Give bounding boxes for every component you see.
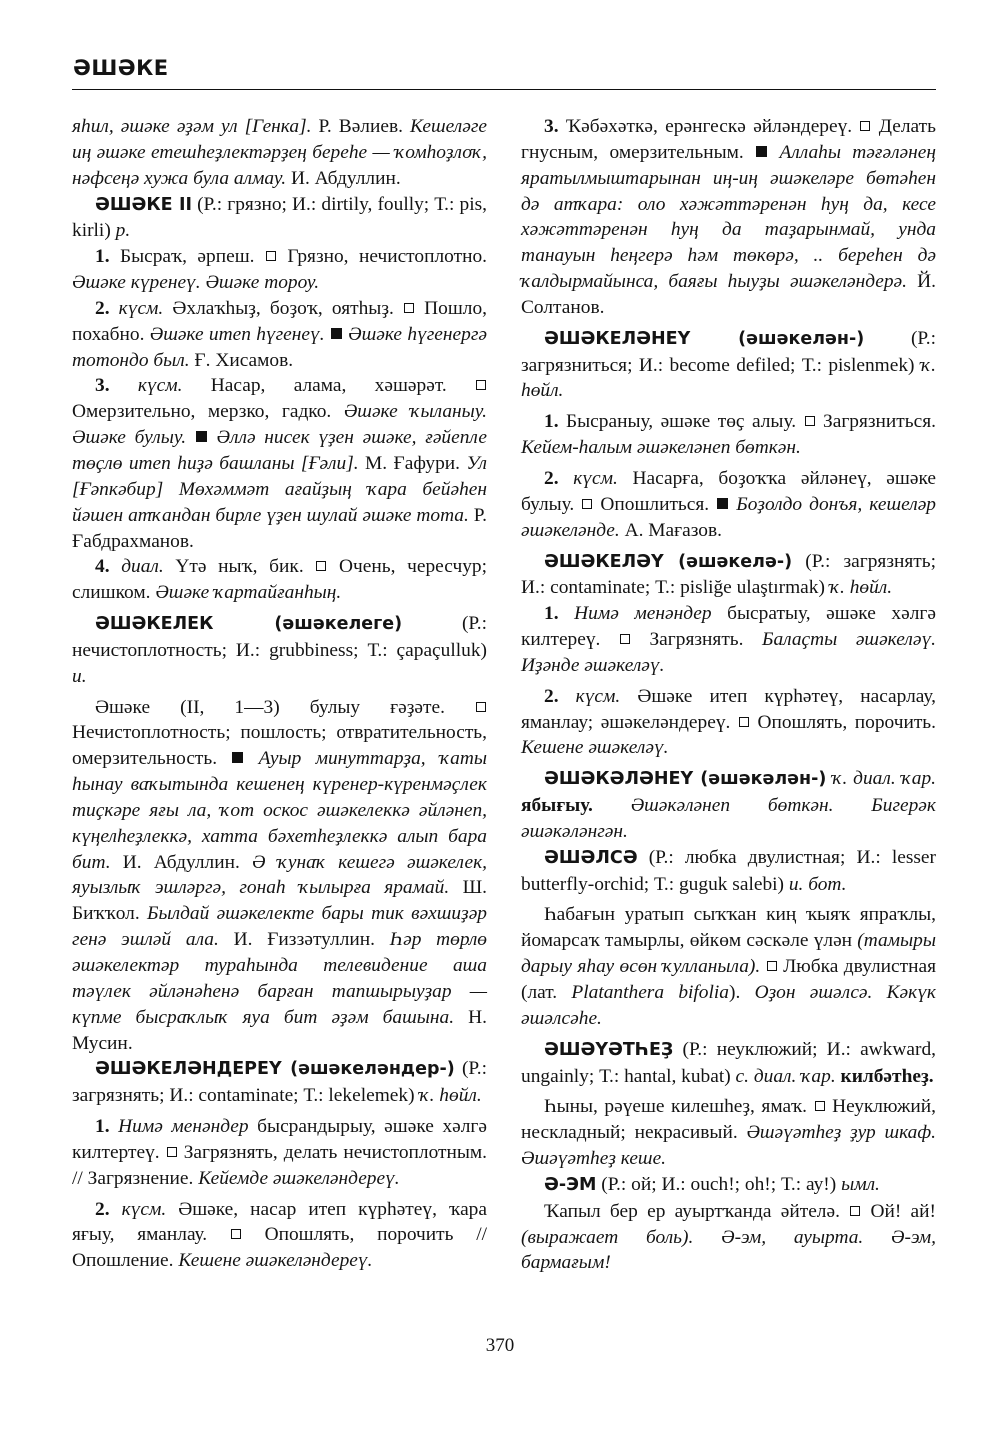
quote-source: И. Абдуллин. xyxy=(286,167,401,189)
definition: бысрандырыу, әшәке хәлгә килтертеү. xyxy=(72,1116,487,1163)
literary-example-marker-icon xyxy=(232,752,243,763)
definition: Ҡапыл бер ер ауыртҡанда әйтелә. xyxy=(544,1200,850,1222)
sense-number: 2. xyxy=(95,297,110,319)
example-quote: Ә ҡунаҡ кешегә әшәкелек, яуызлыҡ эшләргә, гонаһ ҡылырға ярамай. xyxy=(72,851,487,899)
example: Әшәке күренеү. Әшәке тороу. xyxy=(72,272,320,294)
cross-reference: килбәтһеҙ. xyxy=(840,1065,934,1087)
entry-a-em xyxy=(521,1172,936,1199)
usage-label: күсм. xyxy=(109,375,183,397)
example: Кешене әшәкеләндереү. xyxy=(178,1250,373,1272)
sense-number: 1. xyxy=(544,603,559,625)
example-quote: Аллаһы тәғәләнең яратылмыштарынан иң-иң әшәкеләре бөтәһен дә атҡара: оло хәжәттәренән һуң да, кесе хәжәттәренән һуң да таҙарынмай, унда танауын һеңгерә һәм төкөрә, .. береһен дә ҡалдырмайынса, баяғы һыуҙы әшәкеләндерә. xyxy=(521,141,936,293)
sense-number: 3. xyxy=(95,375,110,397)
sense-1 xyxy=(521,409,936,461)
usage-label: диал. xyxy=(109,556,164,578)
left-column xyxy=(72,114,487,1274)
definition: Ҡәбәхәткә, ерәнгескә әйләндереү. xyxy=(558,116,860,137)
quote-source: Ғ. Хисамов. xyxy=(189,349,294,371)
entry-ashake-2 xyxy=(72,192,487,245)
example: Кешене әшәкеләү. xyxy=(521,737,669,759)
gloss: (Р.: неуклюжий; И.: awkward, ungainly; Т.: hantal, kubat) xyxy=(521,1038,936,1087)
definition: Әшәке итеп күрһәтеү, насарлау, яманлау; әшәкеләндереү. xyxy=(521,685,936,733)
example-quote: Ул [Ғәпкәбир] Мөхәммәт ағайҙың ҡара бейәһен йәшен атҡандан бирле үҙен шулай әшәке тота. xyxy=(72,452,487,526)
part-of-speech: и. xyxy=(72,665,87,687)
definition: Үтә ныҡ, бик. xyxy=(163,556,316,578)
quote-source: М. Ғафури. xyxy=(358,452,467,474)
latin-name: Platanthera bifolia xyxy=(571,982,729,1003)
headword: ӘШӘҮӘТҺЕҘ xyxy=(544,1039,674,1060)
literary-example-marker-icon xyxy=(756,146,767,157)
translation-marker-icon xyxy=(767,961,777,971)
example: Әшәке ҡыланыу. Әшәке булыу. xyxy=(72,401,487,449)
translation-marker-icon xyxy=(266,251,276,261)
example: Кейем-һалым әшәкеләнеп бөткән. xyxy=(521,437,801,459)
translation-marker-icon xyxy=(404,303,414,313)
example: Балаҫты әшәкеләү. Иҙәнде әшәкеләү. xyxy=(521,629,936,676)
usage-label: күсм. xyxy=(558,467,618,489)
russian-translation: Любка двулистная (лат. xyxy=(521,956,936,1003)
definition: бысратыу, әшәке хәлгә килтереү. xyxy=(521,603,936,651)
example: Әшәкәләнеп бөткән. Бигерәк әшәкәләнгән. xyxy=(521,795,936,842)
inflected-form: (әшәкеләндер-) xyxy=(281,1059,455,1080)
gloss: (Р.: загрязнять; И.: contaminate; Т.: lekelemek) xyxy=(72,1058,487,1107)
sense-2 xyxy=(521,466,936,544)
usage-label: күсм. xyxy=(109,1198,167,1220)
translation-marker-icon xyxy=(476,702,486,712)
example-quote: Боҙолдо донъя, кешеләр әшәкеләнде. xyxy=(521,493,936,541)
example-quote: Былдай әшәкелекте бары тик вәхшиҙәр генә эшләй ала. xyxy=(72,903,487,951)
definition: Әшәке (II, 1—3) булыу ғәҙәте. xyxy=(95,696,475,718)
example: Оҙон әшәлсә. Кәкүк әшәлсәһе. xyxy=(521,982,936,1029)
definition: Насар, алама, хәшәрәт. xyxy=(182,375,475,397)
gloss: (Р.: ой; И.: ouch!; oh!; Т.: ау!) xyxy=(596,1173,842,1195)
sense-2 xyxy=(72,1197,487,1275)
example-quote: Кешеләге иң әшәке етешһеҙлектәрҙең береһе — ҡомһоҙлоҡ, нәфсеңә хужа була алмау. xyxy=(72,116,487,189)
entry-ashayatheth xyxy=(521,1037,936,1090)
sense-4 xyxy=(72,554,487,606)
entry-ashakelanderey xyxy=(72,1056,487,1109)
part-of-speech: с. диал. ҡар. xyxy=(735,1065,841,1087)
entry-continuation xyxy=(72,114,487,192)
sense-1 xyxy=(72,244,487,296)
definition: Бысраҡ, әрпеш. xyxy=(109,246,265,268)
gloss: (Р.: загрязниться; И.: become defiled; Т.: pislenmek) xyxy=(521,327,936,376)
sense-2 xyxy=(72,296,487,374)
example-quote: Әшәке һүгенергә тотондо был. xyxy=(72,323,487,371)
sense-number: 4. xyxy=(95,556,110,578)
example-quote: Әллә нисек үҙен әшәке, ғәйепле төҫлө итеп һиҙә башланы [Ғәли]. xyxy=(72,427,487,474)
sense-number: 2. xyxy=(544,467,559,489)
headword: ӘШӘКЕЛӘНЕҮ xyxy=(544,328,691,349)
headword: ӘШӘКЕЛӘНДЕРЕҮ xyxy=(95,1059,282,1080)
quote-source: Р. Ғабдрахманов. xyxy=(72,504,487,552)
headword: ӘШӘКЕЛӘҮ xyxy=(544,551,664,572)
translation-marker-icon xyxy=(850,1206,860,1216)
entry-body xyxy=(521,1199,936,1277)
russian-translation: Пошло, похабно. xyxy=(72,297,487,345)
translation-marker-icon xyxy=(582,499,592,509)
usage-label: Нимә менәндер xyxy=(558,603,712,625)
quote-source: Ш. Биҡҡол. xyxy=(72,877,487,925)
definition: Әхлаҡһыҙ, боҙоҡ, оятһыҙ. xyxy=(163,297,403,319)
entry-ashakelek xyxy=(72,611,487,690)
headword: Ә-ЭМ xyxy=(544,1174,597,1195)
russian-translation: Опошлять, порочить // Опошление. xyxy=(72,1224,487,1272)
example-quote: Һәр төрлө әшәкелектәр тураһында телевидение аша тәүлек әйләнәһенә барған тапшырыуҙар — күпме бысраҡлыҡ яуа бит әҙәм башына. xyxy=(72,929,487,1028)
cross-reference: ябығыу. xyxy=(521,795,593,817)
quote-source: Н. Мусин. xyxy=(72,1006,487,1054)
translation-marker-icon xyxy=(805,416,815,426)
literary-example-marker-icon xyxy=(331,328,342,339)
part-of-speech: ҡ. һөйл. xyxy=(521,354,936,402)
usage-label: Нимә менәндер xyxy=(109,1116,249,1138)
definition: Бысраныу, әшәке төҫ алыу. xyxy=(558,411,804,433)
example: Әшәүәтһеҙ ҙур шкаф. Әшәүәтһеҙ кеше. xyxy=(521,1122,936,1170)
sense-3 xyxy=(72,373,487,554)
russian-translation: Загрязнять. xyxy=(630,629,763,651)
russian-translation: Опошлиться. xyxy=(593,493,717,515)
quote-source: А. Мағазов. xyxy=(619,519,722,541)
quote-source: И. Ғиззәтуллин. xyxy=(218,929,390,951)
definition: Һабағын уратып сыҡҡан киң ҡыяҡ япраҡлы, йомарсаҡ тамырлы, өйкөм сәскәле үлән xyxy=(521,904,936,952)
entry-body xyxy=(72,695,487,1057)
example: Кейемде әшәкеләндереү. xyxy=(198,1167,400,1189)
gloss: (Р.: любка двулистная; И.: lesser butterfly-orchid; Т.: guguk salebi) xyxy=(521,846,936,895)
definition-note: (тамыры дарыу яһау өсөн ҡулланыла). xyxy=(521,930,936,978)
headword: ӘШӘКӘЛӘНЕҮ xyxy=(544,769,694,790)
headword: ӘШӘКЕ II xyxy=(95,194,192,215)
headword: ӘШӘЛСӘ xyxy=(544,847,638,868)
russian-translation: Опошлять, порочить. xyxy=(749,711,936,733)
russian-translation: Неуклюжий, нескладный; некрасивый. xyxy=(521,1096,936,1144)
entry-ashakelaney xyxy=(521,326,936,405)
literary-example-marker-icon xyxy=(196,431,207,442)
russian-translation: Ой! ай! xyxy=(861,1200,936,1222)
sense-number: 2. xyxy=(544,685,559,707)
part-of-speech: ҡ. һөйл. xyxy=(829,577,893,599)
part-of-speech: р. xyxy=(115,220,131,242)
gloss: (Р.: грязно; И.: dirtily, foully; Т.: pis, kirli) xyxy=(72,193,488,242)
definition-note: (выражает боль). xyxy=(521,1226,694,1248)
russian-translation: Нечистоплотность; пошлость; отвратительность, омерзительность. xyxy=(72,722,487,770)
literary-example-marker-icon xyxy=(717,498,728,509)
part-of-speech: и. бот. xyxy=(788,873,847,895)
headword: ӘШӘКЕЛЕК xyxy=(95,614,214,635)
sense-3 xyxy=(521,114,936,321)
header-rule xyxy=(72,89,936,90)
sense-number: 2. xyxy=(95,1198,110,1220)
translation-marker-icon xyxy=(231,1229,241,1239)
russian-translation: Очень, чересчур; слишком. xyxy=(72,556,487,604)
part-of-speech: ымл. xyxy=(841,1173,880,1195)
sense-1 xyxy=(521,601,936,679)
quote-source: И. Абдуллин. xyxy=(110,851,252,873)
definition: Насарға, боҙоҡҡа әйләнеү, әшәке булыу. xyxy=(521,467,936,515)
quote-source: Р. Вәлиев. xyxy=(311,116,410,137)
entry-body xyxy=(521,1094,936,1172)
example: Ә-эм, ауырта. Ә-эм, бармағым! xyxy=(521,1226,936,1274)
russian-translation: Загрязнять, делать нечистоплотным. // Загрязнение. xyxy=(72,1141,488,1189)
russian-translation: Делать гнусным, омерзительным. xyxy=(521,116,936,163)
entry-body xyxy=(521,902,936,1031)
sense-number: 3. xyxy=(544,116,559,137)
punctuation: ). xyxy=(728,982,755,1003)
sense-2 xyxy=(521,684,936,762)
entry-ashakalaney xyxy=(521,766,936,845)
example-quote: Ауыр минуттарҙа, ҡаты һынау ваҡытында кешенең күренер-күренмәҫлек тиҫкәре яғы ла, ҡот оскос әшәкелеккә әйләнеп, күңелһеҙлеккә, хатта бәхетһеҙлеккә алып бара бит. xyxy=(72,748,487,873)
translation-marker-icon xyxy=(316,561,326,571)
inflected-form: (әшәкәлән-) xyxy=(693,769,827,790)
sense-number: 1. xyxy=(544,411,559,433)
usage-label: күсм. xyxy=(109,297,164,319)
running-head: ӘШӘКЕ xyxy=(73,56,169,80)
russian-translation: Загрязниться. xyxy=(815,411,936,433)
example: Әшәке ҡартайғанһың. xyxy=(155,582,342,604)
inflected-form: (әшәкелә-) xyxy=(663,551,793,572)
example: Әшәке итеп һүгенеү. xyxy=(149,323,325,345)
right-column xyxy=(521,114,936,1276)
sense-number: 1. xyxy=(95,246,110,268)
gloss: (Р.: загрязнять; И.: contaminate; Т.: pisliğe ulaştırmak) xyxy=(521,550,936,599)
russian-translation: Грязно, нечистоплотно. xyxy=(276,246,487,268)
translation-marker-icon xyxy=(860,121,870,131)
gloss: (Р.: нечистоплотность; И.: grubbiness; Т.: çapaçulluk) xyxy=(72,613,487,661)
quote-source: Й. Солтанов. xyxy=(521,271,936,318)
usage-label: күсм. xyxy=(558,685,621,707)
translation-marker-icon xyxy=(476,380,486,390)
definition: Әшәке, насар итеп күрһәтеү, ҡара яғыу, яманлау. xyxy=(72,1198,487,1246)
part-of-speech: ҡ. һөйл. xyxy=(419,1085,482,1107)
inflected-form: (әшәкелән-) xyxy=(690,328,865,349)
sense-1 xyxy=(72,1114,487,1192)
translation-marker-icon xyxy=(167,1147,177,1157)
russian-translation: Омерзительно, мерзко, гадко. xyxy=(72,401,344,423)
part-of-speech: ҡ. диал. ҡар. xyxy=(826,768,936,790)
definition: Һыны, рәүеше килешһеҙ, ямаҡ. xyxy=(544,1096,814,1118)
entry-ashakelau xyxy=(521,549,936,602)
entry-ashalsa xyxy=(521,845,936,898)
example-quote: яһил, әшәке әҙәм ул [Генка]. xyxy=(72,116,312,137)
page-number: 370 xyxy=(485,1335,515,1356)
inflected-form: (әшәкелеге) xyxy=(213,614,403,635)
translation-marker-icon xyxy=(815,1101,825,1111)
translation-marker-icon xyxy=(620,634,630,644)
sense-number: 1. xyxy=(95,1116,110,1138)
translation-marker-icon xyxy=(739,717,749,727)
